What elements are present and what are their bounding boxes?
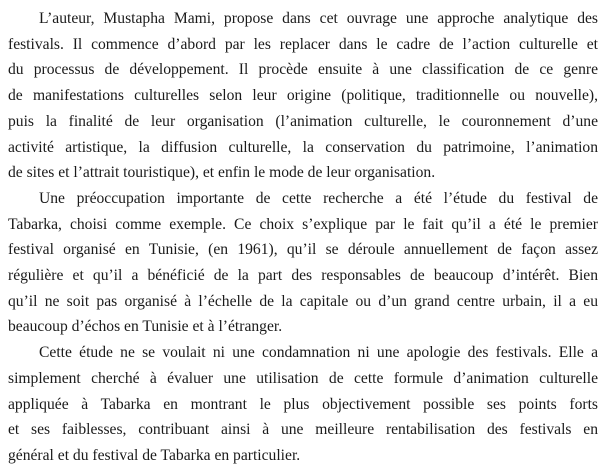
text-line: beaucoup d’échos en Tunisie et à l’étranger. (8, 318, 283, 336)
text-line: puis la finalité de leur organisation (l’animation culturelle, le couronnement d’une (8, 112, 598, 130)
text-line: simplement cherché à évaluer une utilisation de cette formule d’animation culturelle (8, 369, 598, 387)
paragraph-2 (8, 186, 598, 340)
text-line: général et du festival de Tabarka en particulier. (8, 446, 301, 464)
text-line: du processus de développement. Il procède ensuite à une classification de ce genre (8, 61, 598, 79)
text-line: Tabarka, choisi comme exemple. Ce choix s’explique par le fait qu’il a été le premier (8, 215, 598, 233)
text-line: de sites et l’attrait touristique), et enfin le mode de leur organisation. (8, 164, 436, 182)
text-line: Cette étude ne se voulait ni une condamnation ni une apologie des festivals. Elle a (39, 344, 598, 362)
text-line: festival organisé en Tunisie, (en 1961), qu’il se déroule annuellement de façon assez (8, 241, 598, 259)
text-line: régulière et qu’il a bénéficié de la part des responsables de beaucoup d’intérêt. Bien (8, 267, 598, 285)
text-line: activité artistique, la diffusion culturelle, la conservation du patrimoine, l’animation (8, 138, 598, 156)
text-line: et ses faiblesses, contribuant ainsi à une meilleure rentabilisation des festivals en (8, 421, 598, 439)
text-line: L’auteur, Mustapha Mami, propose dans cet ouvrage une approche analytique des (39, 10, 598, 27)
text-line: Une préoccupation importante de cette recherche a été l’étude du festival de (39, 189, 598, 207)
text-line: appliquée à Tabarka en montrant le plus objectivement possible ses points forts (8, 395, 598, 413)
text-line: qu’il ne soit pas organisé à l’échelle de la capitale ou d’un grand centre urbain, il a eu (8, 292, 598, 310)
text-line: de manifestations culturelles selon leur origine (politique, traditionnelle ou nouvelle), (8, 87, 598, 105)
paragraph-3 (8, 340, 598, 469)
paragraph-1 (8, 6, 598, 186)
text-line: festivals. Il commence d’abord par les replacer dans le cadre de l’action culturelle et (8, 35, 598, 53)
